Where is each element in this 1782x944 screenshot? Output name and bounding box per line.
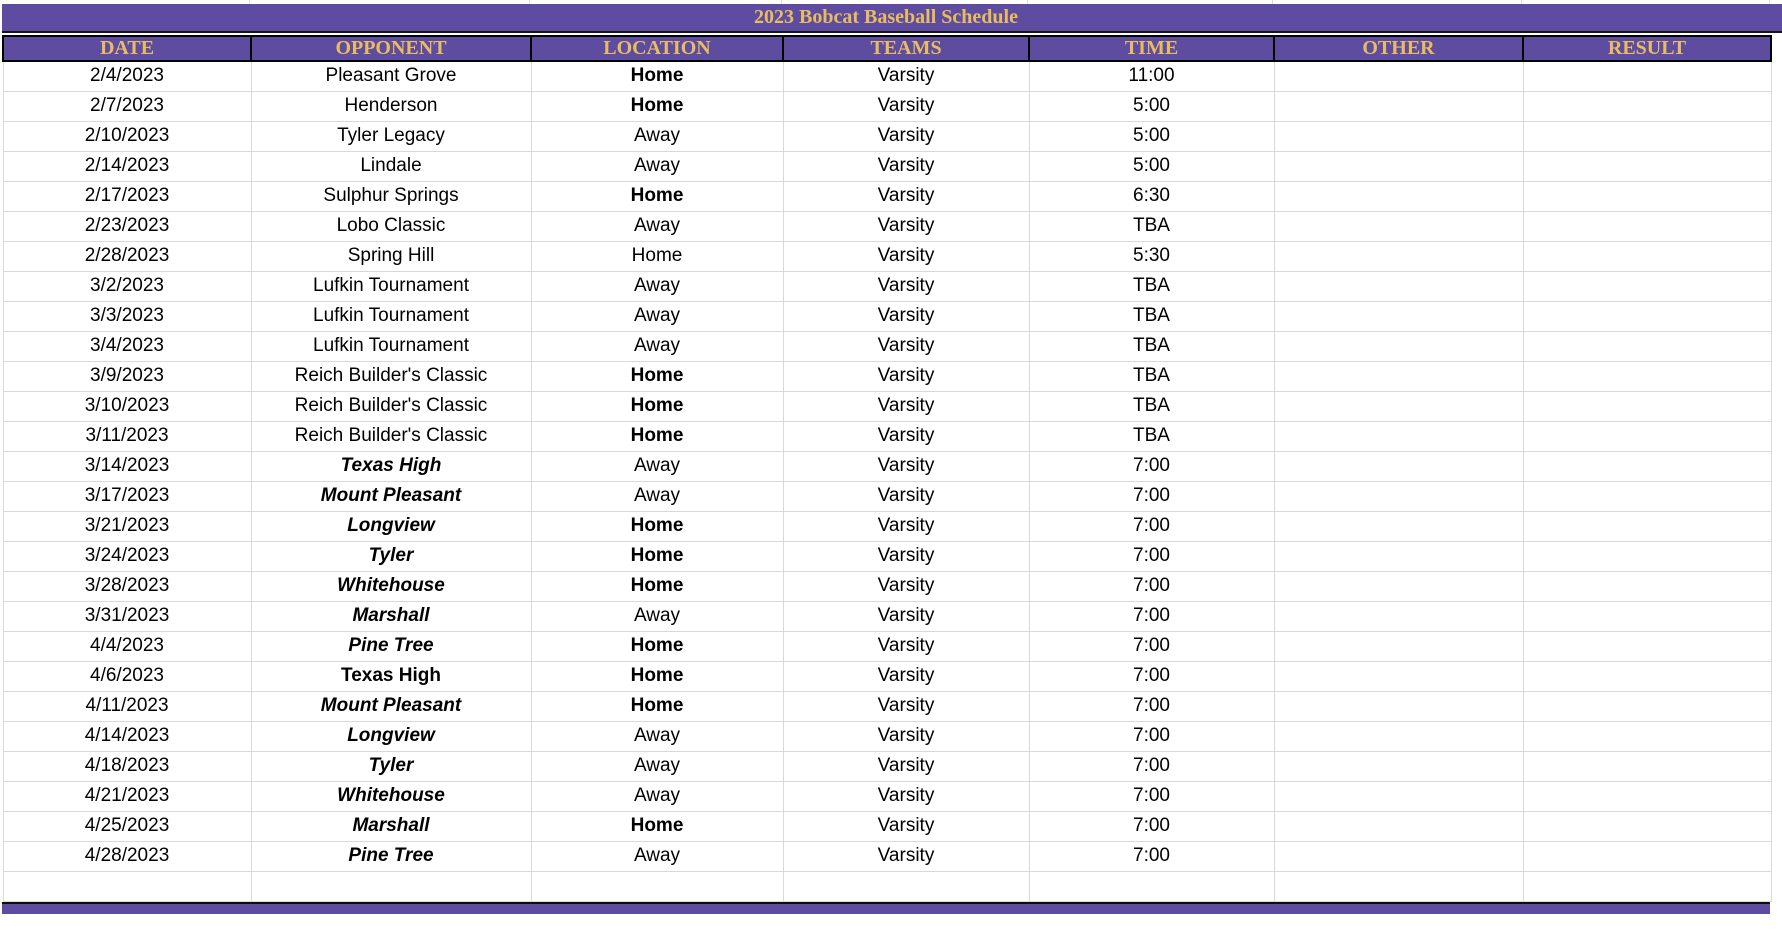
opponent-cell: Mount Pleasant bbox=[251, 691, 531, 721]
time-cell: 7:00 bbox=[1029, 841, 1274, 871]
schedule-table-body bbox=[3, 61, 1771, 901]
other-cell bbox=[1274, 661, 1523, 691]
location-cell: Away bbox=[531, 331, 783, 361]
location-cell: Away bbox=[531, 601, 783, 631]
teams-cell: Varsity bbox=[783, 361, 1029, 391]
opponent-cell: Lufkin Tournament bbox=[251, 301, 531, 331]
date-cell: 2/14/2023 bbox=[3, 151, 251, 181]
time-cell: 7:00 bbox=[1029, 721, 1274, 751]
time-cell: 7:00 bbox=[1029, 661, 1274, 691]
table-row bbox=[3, 601, 1771, 631]
table-row bbox=[3, 661, 1771, 691]
other-cell bbox=[1274, 511, 1523, 541]
time-cell: 5:00 bbox=[1029, 91, 1274, 121]
date-cell: 3/21/2023 bbox=[3, 511, 251, 541]
opponent-cell: Reich Builder's Classic bbox=[251, 421, 531, 451]
table-row bbox=[3, 811, 1771, 841]
date-cell: 3/3/2023 bbox=[3, 301, 251, 331]
result-cell bbox=[1523, 871, 1771, 901]
result-cell bbox=[1523, 841, 1771, 871]
teams-cell: Varsity bbox=[783, 271, 1029, 301]
result-cell bbox=[1523, 361, 1771, 391]
other-cell bbox=[1274, 691, 1523, 721]
time-cell: 7:00 bbox=[1029, 481, 1274, 511]
teams-cell: Varsity bbox=[783, 451, 1029, 481]
other-cell bbox=[1274, 811, 1523, 841]
result-cell bbox=[1523, 391, 1771, 421]
other-cell bbox=[1274, 331, 1523, 361]
opponent-cell: Sulphur Springs bbox=[251, 181, 531, 211]
date-cell: 3/2/2023 bbox=[3, 271, 251, 301]
time-cell: TBA bbox=[1029, 361, 1274, 391]
table-row bbox=[3, 331, 1771, 361]
teams-cell: Varsity bbox=[783, 181, 1029, 211]
opponent-cell: Reich Builder's Classic bbox=[251, 361, 531, 391]
opponent-cell: Henderson bbox=[251, 91, 531, 121]
time-cell: TBA bbox=[1029, 301, 1274, 331]
time-cell: TBA bbox=[1029, 331, 1274, 361]
date-cell: 2/7/2023 bbox=[3, 91, 251, 121]
other-cell bbox=[1274, 391, 1523, 421]
time-cell: TBA bbox=[1029, 271, 1274, 301]
result-cell bbox=[1523, 601, 1771, 631]
time-cell: 7:00 bbox=[1029, 691, 1274, 721]
opponent-cell: Longview bbox=[251, 721, 531, 751]
schedule-table bbox=[2, 35, 1772, 902]
time-cell: 7:00 bbox=[1029, 751, 1274, 781]
table-row bbox=[3, 421, 1771, 451]
other-cell bbox=[1274, 841, 1523, 871]
teams-cell: Varsity bbox=[783, 691, 1029, 721]
other-cell bbox=[1274, 151, 1523, 181]
schedule-table-header bbox=[3, 36, 1771, 61]
location-cell: Home bbox=[531, 391, 783, 421]
time-cell: 7:00 bbox=[1029, 571, 1274, 601]
location-cell: Home bbox=[531, 541, 783, 571]
other-cell bbox=[1274, 241, 1523, 271]
table-row bbox=[3, 121, 1771, 151]
time-cell: 7:00 bbox=[1029, 511, 1274, 541]
result-cell bbox=[1523, 301, 1771, 331]
opponent-cell: Reich Builder's Classic bbox=[251, 391, 531, 421]
time-cell: 5:30 bbox=[1029, 241, 1274, 271]
result-cell bbox=[1523, 481, 1771, 511]
date-cell: 3/28/2023 bbox=[3, 571, 251, 601]
result-cell bbox=[1523, 451, 1771, 481]
location-cell: Away bbox=[531, 721, 783, 751]
date-cell: 3/14/2023 bbox=[3, 451, 251, 481]
page-title: 2023 Bobcat Baseball Schedule bbox=[754, 6, 1018, 28]
date-cell: 2/10/2023 bbox=[3, 121, 251, 151]
top-grid-strip bbox=[2, 0, 1782, 4]
grid-sliver bbox=[250, 0, 530, 4]
other-cell bbox=[1274, 871, 1523, 901]
other-cell bbox=[1274, 541, 1523, 571]
opponent-cell: Tyler bbox=[251, 751, 531, 781]
column-header-result: RESULT bbox=[1523, 36, 1771, 61]
date-cell: 3/11/2023 bbox=[3, 421, 251, 451]
teams-cell: Varsity bbox=[783, 841, 1029, 871]
teams-cell: Varsity bbox=[783, 661, 1029, 691]
time-cell: 7:00 bbox=[1029, 631, 1274, 661]
other-cell bbox=[1274, 181, 1523, 211]
result-cell bbox=[1523, 211, 1771, 241]
teams-cell: Varsity bbox=[783, 571, 1029, 601]
table-row bbox=[3, 271, 1771, 301]
table-row bbox=[3, 841, 1771, 871]
table-row bbox=[3, 511, 1771, 541]
result-cell bbox=[1523, 571, 1771, 601]
location-cell: Home bbox=[531, 421, 783, 451]
grid-sliver bbox=[1028, 0, 1273, 4]
location-cell: Home bbox=[531, 91, 783, 121]
time-cell: TBA bbox=[1029, 421, 1274, 451]
column-header-date: DATE bbox=[3, 36, 251, 61]
teams-cell: Varsity bbox=[783, 211, 1029, 241]
column-header-time: TIME bbox=[1029, 36, 1274, 61]
other-cell bbox=[1274, 301, 1523, 331]
result-cell bbox=[1523, 331, 1771, 361]
location-cell: Away bbox=[531, 121, 783, 151]
date-cell: 3/9/2023 bbox=[3, 361, 251, 391]
table-row bbox=[3, 721, 1771, 751]
location-cell: Home bbox=[531, 241, 783, 271]
opponent-cell: Marshall bbox=[251, 601, 531, 631]
date-cell: 4/11/2023 bbox=[3, 691, 251, 721]
teams-cell: Varsity bbox=[783, 721, 1029, 751]
result-cell bbox=[1523, 61, 1771, 91]
table-row bbox=[3, 631, 1771, 661]
date-cell: 3/31/2023 bbox=[3, 601, 251, 631]
date-cell: 4/28/2023 bbox=[3, 841, 251, 871]
date-cell: 4/21/2023 bbox=[3, 781, 251, 811]
result-cell bbox=[1523, 661, 1771, 691]
location-cell: Home bbox=[531, 571, 783, 601]
opponent-cell bbox=[251, 871, 531, 901]
result-cell bbox=[1523, 781, 1771, 811]
table-row bbox=[3, 451, 1771, 481]
time-cell: 6:30 bbox=[1029, 181, 1274, 211]
teams-cell: Varsity bbox=[783, 151, 1029, 181]
date-cell: 2/28/2023 bbox=[3, 241, 251, 271]
other-cell bbox=[1274, 631, 1523, 661]
location-cell: Home bbox=[531, 361, 783, 391]
location-cell: Away bbox=[531, 751, 783, 781]
table-row bbox=[3, 481, 1771, 511]
teams-cell: Varsity bbox=[783, 331, 1029, 361]
table-row bbox=[3, 571, 1771, 601]
location-cell: Home bbox=[531, 511, 783, 541]
grid-sliver bbox=[1522, 0, 1770, 4]
opponent-cell: Lobo Classic bbox=[251, 211, 531, 241]
table-row bbox=[3, 391, 1771, 421]
date-cell: 3/24/2023 bbox=[3, 541, 251, 571]
location-cell: Away bbox=[531, 481, 783, 511]
time-cell: 5:00 bbox=[1029, 151, 1274, 181]
time-cell: 7:00 bbox=[1029, 601, 1274, 631]
date-cell: 4/6/2023 bbox=[3, 661, 251, 691]
table-row bbox=[3, 91, 1771, 121]
table-row bbox=[3, 211, 1771, 241]
opponent-cell: Spring Hill bbox=[251, 241, 531, 271]
table-row bbox=[3, 751, 1771, 781]
opponent-cell: Texas High bbox=[251, 661, 531, 691]
opponent-cell: Whitehouse bbox=[251, 781, 531, 811]
time-cell bbox=[1029, 871, 1274, 901]
table-row bbox=[3, 871, 1771, 901]
time-cell: 5:00 bbox=[1029, 121, 1274, 151]
other-cell bbox=[1274, 571, 1523, 601]
date-cell: 3/10/2023 bbox=[3, 391, 251, 421]
column-header-location: LOCATION bbox=[531, 36, 783, 61]
teams-cell: Varsity bbox=[783, 541, 1029, 571]
column-header-teams: TEAMS bbox=[783, 36, 1029, 61]
time-cell: 11:00 bbox=[1029, 61, 1274, 91]
location-cell: Home bbox=[531, 61, 783, 91]
schedule-title-bar bbox=[2, 4, 1782, 33]
table-row bbox=[3, 181, 1771, 211]
teams-cell: Varsity bbox=[783, 61, 1029, 91]
result-cell bbox=[1523, 121, 1771, 151]
result-cell bbox=[1523, 241, 1771, 271]
opponent-cell: Marshall bbox=[251, 811, 531, 841]
opponent-cell: Pleasant Grove bbox=[251, 61, 531, 91]
opponent-cell: Whitehouse bbox=[251, 571, 531, 601]
location-cell: Home bbox=[531, 661, 783, 691]
date-cell: 4/18/2023 bbox=[3, 751, 251, 781]
result-cell bbox=[1523, 181, 1771, 211]
time-cell: 7:00 bbox=[1029, 811, 1274, 841]
result-cell bbox=[1523, 511, 1771, 541]
opponent-cell: Pine Tree bbox=[251, 631, 531, 661]
other-cell bbox=[1274, 751, 1523, 781]
location-cell: Home bbox=[531, 181, 783, 211]
other-cell bbox=[1274, 451, 1523, 481]
time-cell: TBA bbox=[1029, 211, 1274, 241]
opponent-cell: Pine Tree bbox=[251, 841, 531, 871]
opponent-cell: Tyler Legacy bbox=[251, 121, 531, 151]
other-cell bbox=[1274, 421, 1523, 451]
column-header-other: OTHER bbox=[1274, 36, 1523, 61]
grid-sliver bbox=[530, 0, 782, 4]
result-cell bbox=[1523, 691, 1771, 721]
teams-cell: Varsity bbox=[783, 811, 1029, 841]
teams-cell: Varsity bbox=[783, 91, 1029, 121]
other-cell bbox=[1274, 211, 1523, 241]
table-row bbox=[3, 151, 1771, 181]
teams-cell: Varsity bbox=[783, 121, 1029, 151]
result-cell bbox=[1523, 151, 1771, 181]
time-cell: TBA bbox=[1029, 391, 1274, 421]
other-cell bbox=[1274, 721, 1523, 751]
grid-sliver bbox=[2, 0, 250, 4]
date-cell: 4/25/2023 bbox=[3, 811, 251, 841]
table-row bbox=[3, 241, 1771, 271]
location-cell: Home bbox=[531, 631, 783, 661]
result-cell bbox=[1523, 91, 1771, 121]
result-cell bbox=[1523, 271, 1771, 301]
date-cell: 4/4/2023 bbox=[3, 631, 251, 661]
date-cell: 2/4/2023 bbox=[3, 61, 251, 91]
header-row bbox=[3, 36, 1771, 61]
other-cell bbox=[1274, 601, 1523, 631]
location-cell: Away bbox=[531, 271, 783, 301]
result-cell bbox=[1523, 721, 1771, 751]
result-cell bbox=[1523, 751, 1771, 781]
opponent-cell: Longview bbox=[251, 511, 531, 541]
other-cell bbox=[1274, 781, 1523, 811]
location-cell: Away bbox=[531, 151, 783, 181]
teams-cell: Varsity bbox=[783, 481, 1029, 511]
table-row bbox=[3, 61, 1771, 91]
date-cell: 3/17/2023 bbox=[3, 481, 251, 511]
opponent-cell: Lufkin Tournament bbox=[251, 331, 531, 361]
location-cell: Away bbox=[531, 451, 783, 481]
teams-cell: Varsity bbox=[783, 421, 1029, 451]
date-cell: 2/23/2023 bbox=[3, 211, 251, 241]
other-cell bbox=[1274, 61, 1523, 91]
other-cell bbox=[1274, 481, 1523, 511]
teams-cell: Varsity bbox=[783, 301, 1029, 331]
location-cell: Away bbox=[531, 841, 783, 871]
teams-cell bbox=[783, 871, 1029, 901]
date-cell bbox=[3, 871, 251, 901]
grid-sliver bbox=[782, 0, 1028, 4]
teams-cell: Varsity bbox=[783, 631, 1029, 661]
date-cell: 3/4/2023 bbox=[3, 331, 251, 361]
footer-bar bbox=[2, 902, 1770, 914]
date-cell: 4/14/2023 bbox=[3, 721, 251, 751]
other-cell bbox=[1274, 271, 1523, 301]
location-cell: Home bbox=[531, 691, 783, 721]
table-row bbox=[3, 361, 1771, 391]
result-cell bbox=[1523, 541, 1771, 571]
teams-cell: Varsity bbox=[783, 751, 1029, 781]
location-cell: Away bbox=[531, 781, 783, 811]
result-cell bbox=[1523, 631, 1771, 661]
teams-cell: Varsity bbox=[783, 391, 1029, 421]
time-cell: 7:00 bbox=[1029, 541, 1274, 571]
location-cell: Away bbox=[531, 211, 783, 241]
column-header-opponent: OPPONENT bbox=[251, 36, 531, 61]
date-cell: 2/17/2023 bbox=[3, 181, 251, 211]
table-row bbox=[3, 691, 1771, 721]
result-cell bbox=[1523, 421, 1771, 451]
opponent-cell: Lindale bbox=[251, 151, 531, 181]
other-cell bbox=[1274, 91, 1523, 121]
location-cell: Away bbox=[531, 301, 783, 331]
teams-cell: Varsity bbox=[783, 511, 1029, 541]
time-cell: 7:00 bbox=[1029, 451, 1274, 481]
location-cell: Home bbox=[531, 811, 783, 841]
other-cell bbox=[1274, 361, 1523, 391]
table-row bbox=[3, 781, 1771, 811]
opponent-cell: Tyler bbox=[251, 541, 531, 571]
other-cell bbox=[1274, 121, 1523, 151]
teams-cell: Varsity bbox=[783, 601, 1029, 631]
teams-cell: Varsity bbox=[783, 241, 1029, 271]
table-row bbox=[3, 301, 1771, 331]
teams-cell: Varsity bbox=[783, 781, 1029, 811]
opponent-cell: Lufkin Tournament bbox=[251, 271, 531, 301]
time-cell: 7:00 bbox=[1029, 781, 1274, 811]
result-cell bbox=[1523, 811, 1771, 841]
table-row bbox=[3, 541, 1771, 571]
opponent-cell: Mount Pleasant bbox=[251, 481, 531, 511]
opponent-cell: Texas High bbox=[251, 451, 531, 481]
location-cell bbox=[531, 871, 783, 901]
grid-sliver bbox=[1273, 0, 1522, 4]
